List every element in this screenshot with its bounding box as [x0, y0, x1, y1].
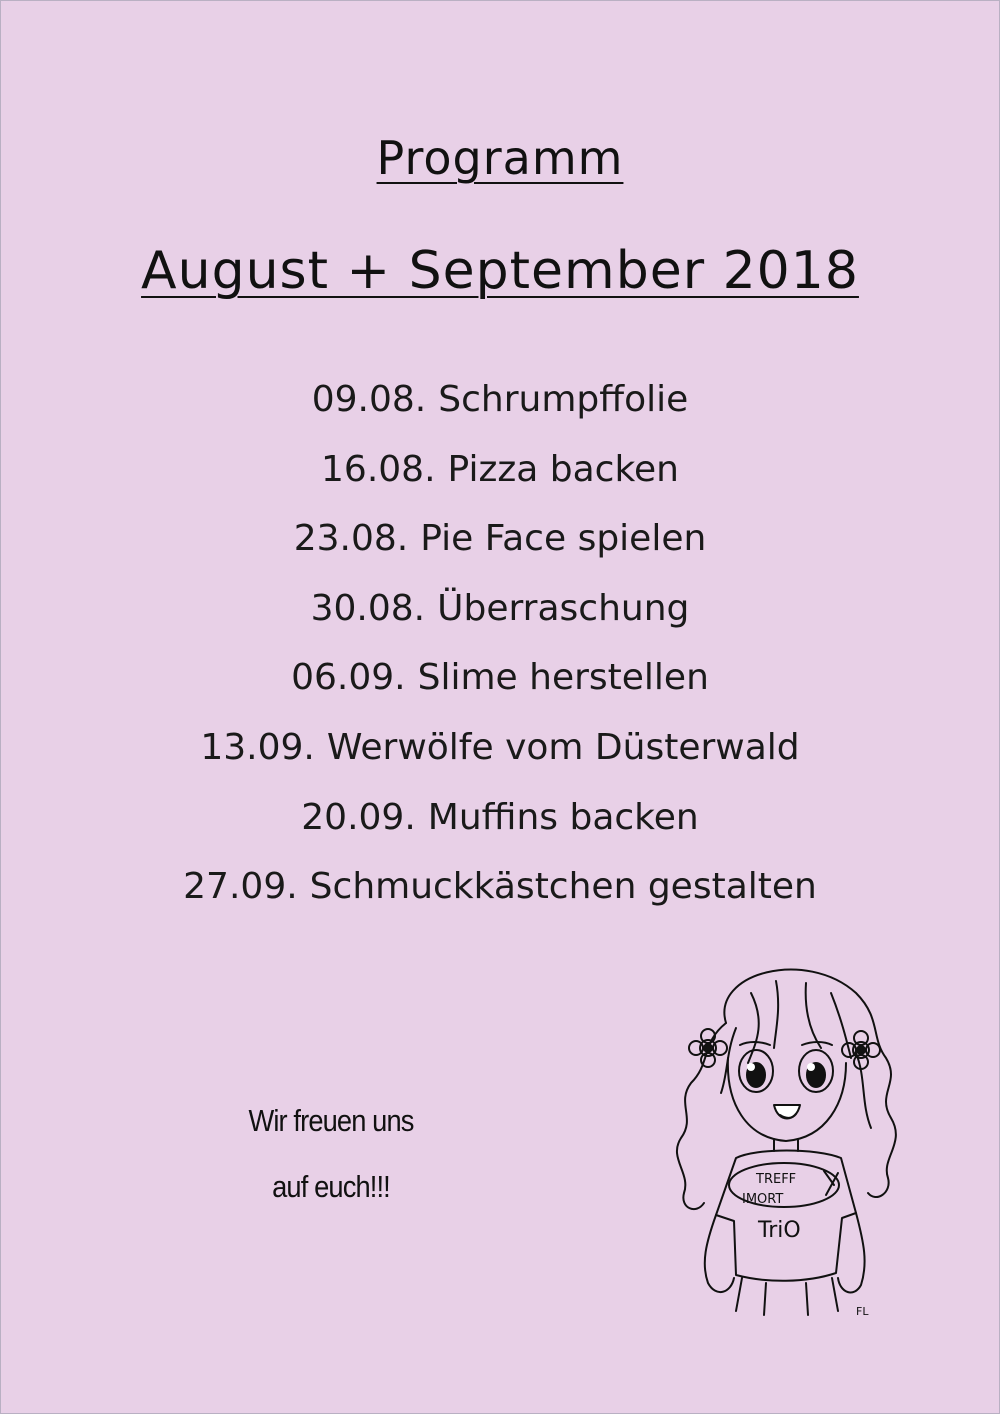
schedule-date: 23.08.: [293, 518, 409, 560]
flower-icon-right: [842, 1031, 880, 1069]
schedule-date: 20.09.: [301, 796, 416, 838]
schedule-activity: Schmuckkästchen gestalten: [309, 866, 817, 908]
shirt-logo-line-3: TriO: [758, 1218, 801, 1243]
shirt-logo-line-1: TREFF: [756, 1172, 797, 1187]
greeting-line-1: Wir freuen uns: [248, 1103, 414, 1138]
schedule-item: [1, 435, 999, 505]
schedule-item: [1, 783, 999, 853]
schedule-item: [1, 852, 999, 922]
schedule-date: 13.09.: [200, 726, 315, 768]
face-outline: [728, 1058, 846, 1141]
page-subtitle: [1, 241, 999, 301]
girl-mascot-illustration: [656, 953, 916, 1323]
schedule-list: [1, 365, 999, 922]
schedule-item: [1, 365, 999, 435]
schedule-activity: Slime herstellen: [417, 657, 709, 699]
schedule-date: 06.09.: [291, 657, 406, 699]
schedule-activity: Pizza backen: [447, 448, 679, 490]
schedule-activity: Muffins backen: [427, 796, 699, 838]
page-title: [1, 131, 999, 185]
schedule-item: [1, 504, 999, 574]
schedule-item: [1, 713, 999, 783]
shirt-logo-line-2: IMORT: [742, 1192, 784, 1207]
page-title-text: Programm: [376, 131, 624, 185]
schedule-activity: Schrumpffolie: [438, 379, 689, 420]
page-subtitle-text: August + September 2018: [141, 241, 859, 301]
artist-signature: FL: [856, 1305, 869, 1318]
schedule-date: 09.08.: [311, 379, 427, 420]
flower-icon-left: [689, 1029, 727, 1067]
shirt-outline: [716, 1151, 856, 1281]
greeting-line-2: auf euch!!!: [272, 1169, 390, 1204]
schedule-date: 30.08.: [310, 587, 426, 629]
schedule-activity: Pie Face spielen: [420, 518, 707, 560]
schedule-date: 27.09.: [183, 866, 298, 908]
schedule-date: 16.08.: [321, 448, 436, 490]
mouth: [774, 1105, 800, 1119]
schedule-activity: Überraschung: [437, 587, 690, 629]
schedule-item: [1, 574, 999, 644]
schedule-item: [1, 643, 999, 713]
schedule-activity: Werwölfe vom Düsterwald: [326, 726, 800, 768]
